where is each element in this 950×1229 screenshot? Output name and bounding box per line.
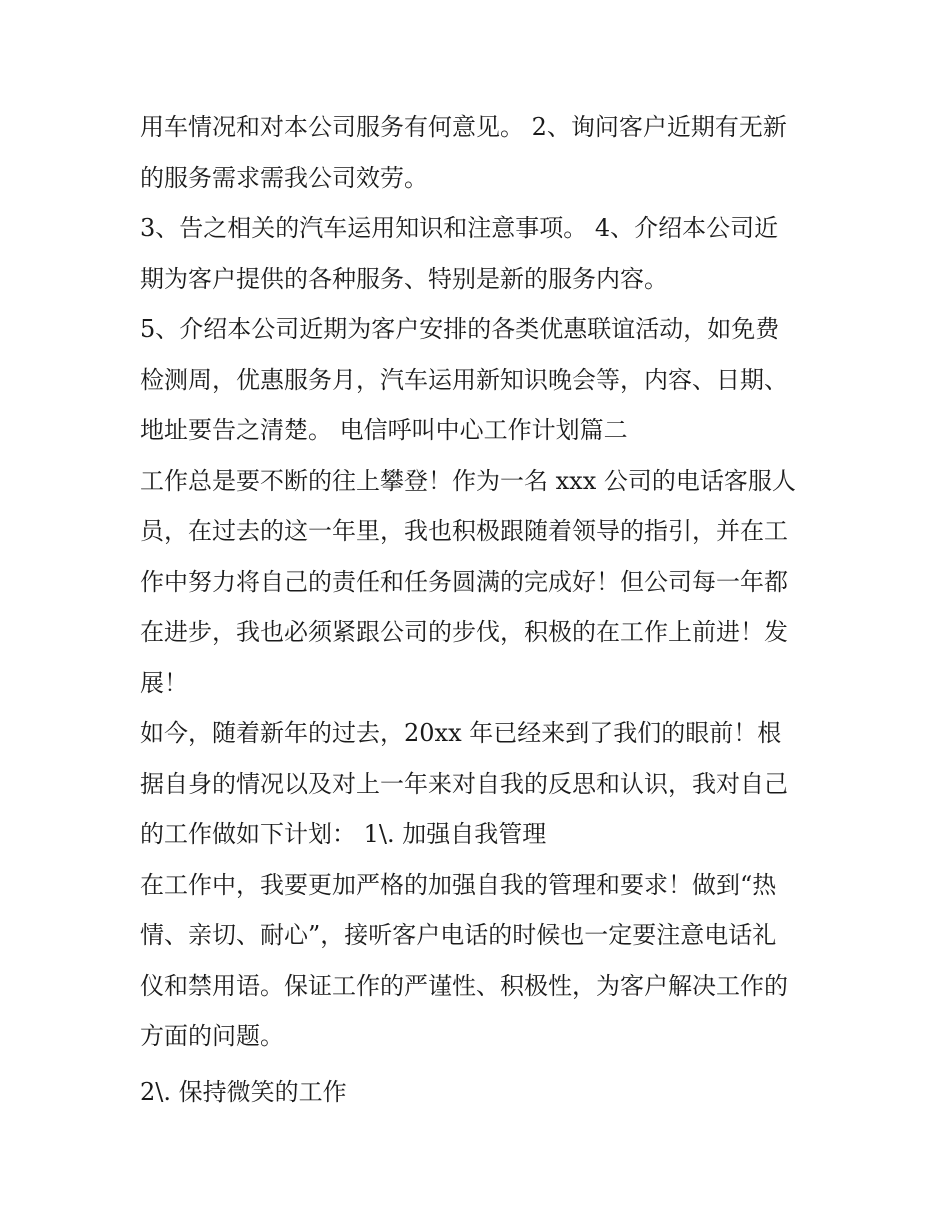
text-line: 情、亲切、耐心”，接听客户电话的时候也一定要注意电话礼: [140, 921, 777, 949]
text-line: 据自身的情况以及对上一年来对自我的反思和认识，我对自己: [140, 769, 788, 798]
text-line: 5、介绍本公司近期为客户安排的各类优惠联谊活动，如免费: [140, 315, 780, 343]
text-line: 在进步，我也必须紧跟公司的步伐，积极的在工作上前进！发: [140, 618, 788, 646]
text-line: 方面的问题。: [140, 1022, 284, 1050]
text-line: 期为客户提供的各种服务、特别是新的服务内容。: [140, 264, 668, 293]
text-line: 如今，随着新年的过去，20xx 年已经来到了我们的眼前！根: [140, 719, 782, 747]
text-line: 作中努力将自己的责任和任务圆满的完成好！但公司每一年都: [140, 567, 788, 596]
text-line: 2\. 保持微笑的工作: [140, 1077, 347, 1106]
text-line: 检测周，优惠服务月，汽车运用新知识晚会等，内容、日期、: [140, 365, 788, 394]
text-line: 3、告之相关的汽车运用知识和注意事项。 4、介绍本公司近: [140, 214, 779, 242]
text-line: 工作总是要不断的往上攀登！作为一名 xxx 公司的电话客服人: [140, 466, 796, 495]
text-line: 的服务需求需我公司效劳。: [140, 163, 428, 192]
text-line: 用车情况和对本公司服务有何意见。 2、询问客户近期有无新: [140, 113, 787, 141]
text-line: 地址要告之清楚。 电信呼叫中心工作计划篇二: [140, 416, 628, 444]
text-line: 展！: [140, 668, 188, 697]
text-line: 在工作中，我要更加严格的加强自我的管理和要求！做到“热: [140, 870, 777, 899]
document-body: [140, 102, 820, 1117]
text-line: 员，在过去的这一年里，我也积极跟随着领导的指引，并在工: [140, 517, 788, 545]
text-line: 的工作做如下计划： 1\. 加强自我管理: [140, 820, 547, 848]
text-line: 仪和禁用语。保证工作的严谨性、积极性，为客户解决工作的: [140, 971, 788, 1000]
